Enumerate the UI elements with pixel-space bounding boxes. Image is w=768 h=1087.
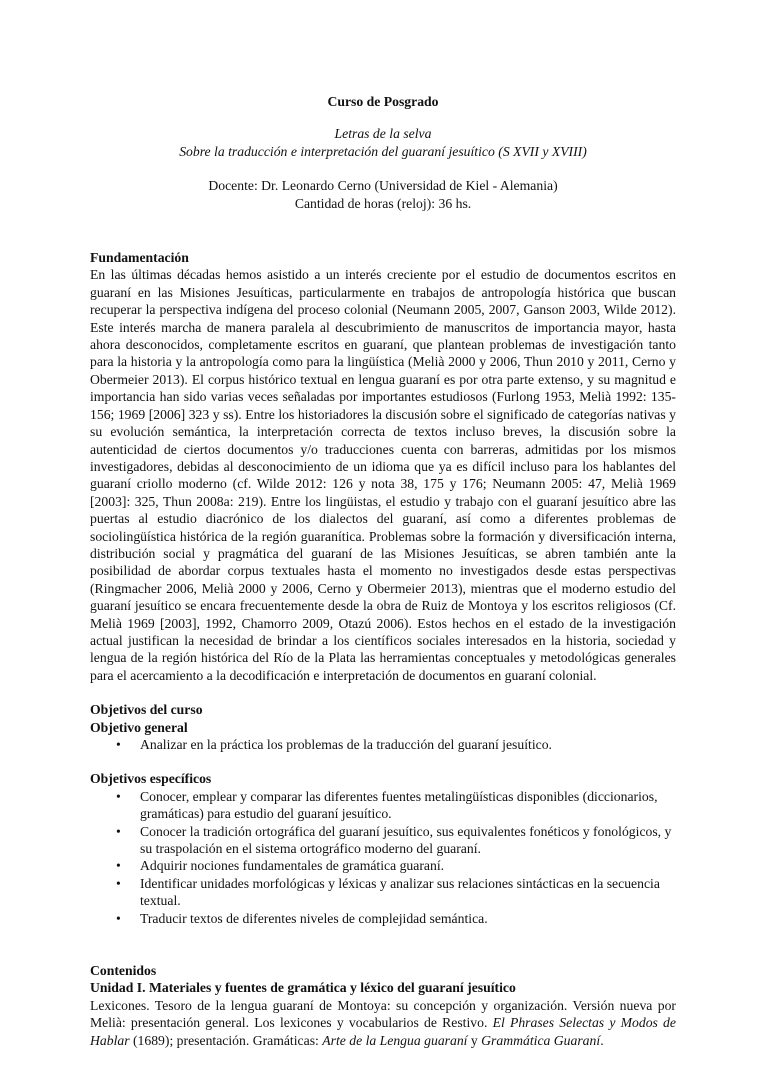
- objetivos-section: [90, 701, 676, 927]
- objetivo-general-list: [90, 736, 676, 753]
- hours-line: Cantidad de horas (reloj): 36 hs.: [294, 195, 472, 211]
- objetivos-especificos-heading: Objetivos específicos: [90, 771, 212, 787]
- list-item: • Analizar en la práctica los problemas de la traducción del guaraní jesuítico.: [116, 737, 552, 752]
- fundamentacion-heading: Fundamentación: [90, 250, 189, 266]
- list-item: • Adquirir nociones fundamentales de gramática guaraní.: [116, 858, 445, 874]
- list-item: • Identificar unidades morfológicas y léxicas y analizar sus relaciones sintácticas en la secuencia textual.: [116, 875, 660, 909]
- document-header: [90, 93, 676, 212]
- unit-label: Unidad I: [90, 980, 143, 996]
- contenidos-text: Lexicones. Tesoro de la lengua guaraní de Montoya: su concepción y organización. Versión nueva por Melià: presentación general. Los lexicones y vocabularios de Restivo. El Phrases Selectas y Modos de Hablar (1689); presentación. Gramáticas: Arte de la Lengua guaraní y Grammática Guaraní.: [90, 997, 676, 1048]
- course-subtitle: Sobre la traducción e interpretación del guaraní jesuítico (S XVII y XVIII): [179, 143, 587, 159]
- unit-title: . Materiales y fuentes de gramática y léxico del guaraní jesuítico: [142, 980, 516, 996]
- course-type: Curso de Posgrado: [327, 94, 439, 109]
- contenidos-section: [90, 962, 676, 1049]
- objetivos-heading: Objetivos del curso: [90, 702, 203, 718]
- unit-heading: [90, 979, 676, 996]
- bullet-icon: •: [116, 737, 121, 752]
- course-title: Letras de la selva: [334, 126, 432, 142]
- bullet-icon: •: [116, 788, 121, 804]
- list-item: • Conocer, emplear y comparar las diferentes fuentes metalingüísticas disponibles (diccionarios, gramáticas) para estudio del guaraní jesuítico.: [116, 788, 658, 822]
- bullet-icon: •: [116, 823, 121, 839]
- bullet-icon: •: [116, 858, 121, 874]
- fundamentacion-section: [90, 249, 676, 684]
- objetivos-especificos-list: [90, 788, 676, 927]
- contenidos-heading: Contenidos: [90, 963, 157, 979]
- list-item: • Traducir textos de diferentes niveles de complejidad semántica.: [116, 910, 488, 926]
- document-page: [90, 93, 676, 1049]
- list-item: • Conocer la tradición ortográfica del guaraní jesuítico, sus equivalentes fonéticos y fonológicos, y su traspolación en el sistema ortográfico moderno del guaraní.: [116, 823, 672, 857]
- fundamentacion-text: En las últimas décadas hemos asistido a un interés creciente por el estudio de documentos escritos en guaraní en las Misiones Jesuíticas, particularmente en trabajos de antropología histórica que buscan recuperar la perspectiva indígena del proceso colonial (Neumann 2005, 2007, Ganson 2003, Wilde 2012). Este interés marcha de manera paralela al descubrimiento de manuscritos de importancia mayor, hasta ahora desconocidos, completamente escritos en guaraní, que plantean problemas de investigación tanto para la historia y la antropología como para la lingüística (Melià 2000 y 2006, Thun 2010 y 2011, Cerno y Obermeier 2013). El corpus histórico textual en lengua guaraní es por otra parte extenso, y su magnitud e importancia han sido varias veces señaladas por importantes estudiosos (Furlong 1953, Melià 1992: 135-156; 1969 [2006] 323 y ss). Entre los historiadores la discusión sobre el significado de categorías nativas y su evolución semántica, la interpretación correcta de textos incluso breves, la discusión sobre la autenticidad de ciertos documentos y/o traducciones cuenta con barreras, admitidas por los mismos investigadores, debidas al desconocimiento de un idioma que ya es difícil incluso para los hablantes del guaraní criollo moderno (cf. Wilde 2012: 126 y nota 38, 175 y 176; Neumann 2005: 47, Melià 1969 [2003]: 325, Thun 2008a: 219). Entre los lingüistas, el estudio y trabajo con el guaraní jesuítico abre las puertas al estudio diacrónico de los dialectos del guaraní, así como a diferentes problemas de sociolingüística histórica de la región guaranítica. Problemas sobre la formación y diversificación interna, distribución social y pragmática del guaraní de las Misiones Jesuíticas, se abren también ante la posibilidad de abordar corpus textuales hasta el momento no investigados desde estas perspectivas (Ringmacher 2006, Melià 2000 y 2006, Cerno y Obermeier 2013), mientras que el moderno estudio del guaraní jesuítico se encara frecuentemente desde la obra de Ruiz de Montoya y los escritos religiosos (Cf. Melià 1969 [2003], 1992, Chamorro 2009, Otazú 2006). Estos hechos en el estado de la investigación actual justifican la necesidad de brindar a los científicos sociales interesados en la historia, sociedad y lengua de la región histórica del Río de la Plata las herramientas conceptuales y metodológicas generales para el acercamiento a la decodificación e interpretación de documentos en guaraní colonial.: [90, 267, 676, 683]
- teacher-line: Docente: Dr. Leonardo Cerno (Universidad de Kiel - Alemania): [208, 178, 558, 194]
- bullet-icon: •: [116, 875, 121, 891]
- objetivo-general-heading: Objetivo general: [90, 719, 188, 735]
- bullet-icon: •: [116, 910, 121, 926]
